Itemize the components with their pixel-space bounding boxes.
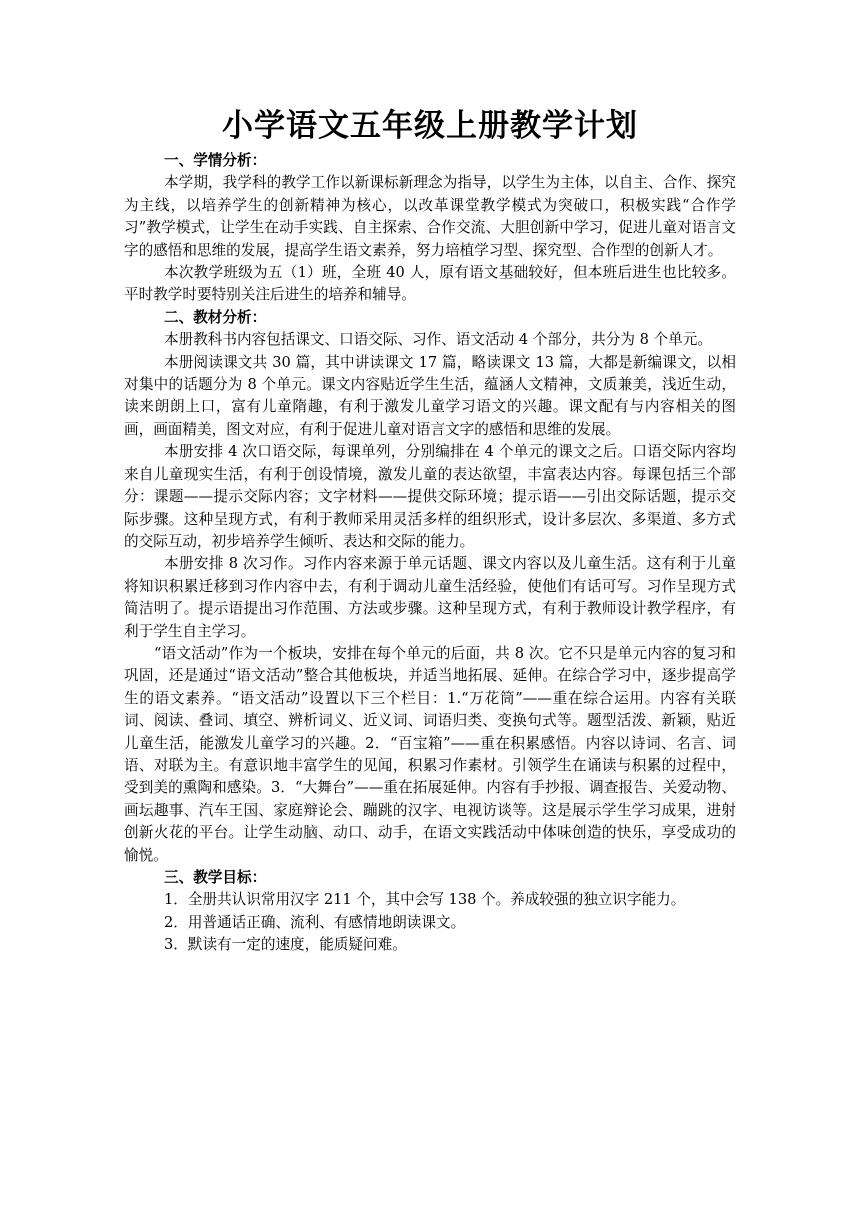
paragraph: 本学期，我学科的教学工作以新课标新理念为指导，以学生为主体，以自主、合作、探究为主线，以培养学生的创新精神为核心，以改革课堂教学模式为突破口，积极实践“合作学习”教学模式，让学生在动手实践、自主探索、合作交流、大胆创新中学习，促进儿童对语言文字的感悟和思维的发展，提高学生语文素养，努力培植学习型、探究型、合作型的创新人才。: [124, 174, 736, 259]
list-item: 2．用普通话正确、流利、有感情地朗读课文。: [164, 913, 466, 931]
paragraph: 本册安排 4 次口语交际，每课单列，分别编排在 4 个单元的课文之后。口语交际内容均来自儿童现实生活，有利于创设情境，激发儿童的表达欲望，丰富表达内容。每课包括三个部分：课题——提示交际内容；文字材料——提供交际环境；提示语——引出交际话题，提示交际步骤。这种呈现方式，有利于教师采用灵活多样的组织形式，设计多层次、多渠道、多方式的交际互动，初步培养学生倾听、表达和交际的能力。: [124, 443, 736, 550]
list-item: 1．全册共认识常用汉字 211 个，其中会写 138 个。养成较强的独立识字能力。: [164, 891, 686, 909]
paragraph: 本册教科书内容包括课文、口语交际、习作、语文活动 4 个部分，共分为 8 个单元。: [164, 331, 712, 349]
section-heading-learning-analysis: 一、学情分析：: [164, 152, 267, 169]
paragraph: 本册阅读课文共 30 篇，其中讲读课文 17 篇，略读课文 13 篇，大都是新编课文，以相对集中的话题分为 8 个单元。课文内容贴近学生生活，蕴涵人文精神，文质兼美，浅近生动，读来朗朗上口，富有儿童隋趣，有利于激发儿童学习语文的兴趣。课文配有与内容相关的图画，画面精美，图文对应，有利于促进儿童对语言文字的感悟和思维的发展。: [124, 353, 736, 438]
paragraph: 本次教学班级为五（1）班，全班 40 人，原有语文基础较好，但本班后进生也比较多。平时教学时要特别关注后进生的培养和辅导。: [124, 264, 736, 304]
section-heading-teaching-goals: 三、教学目标：: [164, 869, 267, 886]
paragraph: 本册安排 8 次习作。习作内容来源于单元话题、课文内容以及儿童生活。这有利于儿童将知识积累迁移到习作内容中去，有利于调动儿童生活经验，使他们有话可写。习作呈现方式简洁明了。提示语提出习作范围、方法或步骤。这种呈现方式，有利于教师设计教学程序，有利于学生自主学习。: [124, 555, 736, 640]
document-body: [124, 150, 736, 957]
section-heading-textbook-analysis: 二、教材分析：: [164, 308, 267, 326]
list-item: 3．默读有一定的速度，能质疑问难。: [164, 936, 407, 954]
paragraph: “语文活动”作为一个板块，安排在每个单元的后面，共 8 次。它不只是单元内容的复习和巩固，还是通过“语文活动”整合其他板块，并适当地拓展、延伸。在综合学习中，逐步提高学生的语文素养。“语文活动”设置以下三个栏目：1.“万花筒”——重在综合运用。内容有关联词、阅读、叠词、填空、辨析词义、近义词、词语归类、变换句式等。题型活泼、新颖，贴近儿童生活，能激发儿童学习的兴趣。2．“百宝箱”——重在积累感悟。内容以诗词、名言、词语、对联为主。有意识地丰富学生的见闻，积累习作素材。引领学生在诵读与积累的过程中，受到美的熏陶和感染。3．“大舞台”——重在拓展延伸。内容有手抄报、调查报告、关爱动物、画坛趣事、汽车王国、家庭辩论会、蹦跳的汉字、电视访谈等。这是展示学生学习成果，进射创新火花的平台。让学生动脑、动口、动手，在语文实践活动中体味创造的快乐，享受成功的愉悦。: [124, 644, 736, 864]
document-title: 小学语文五年级上册教学计划: [222, 108, 638, 144]
